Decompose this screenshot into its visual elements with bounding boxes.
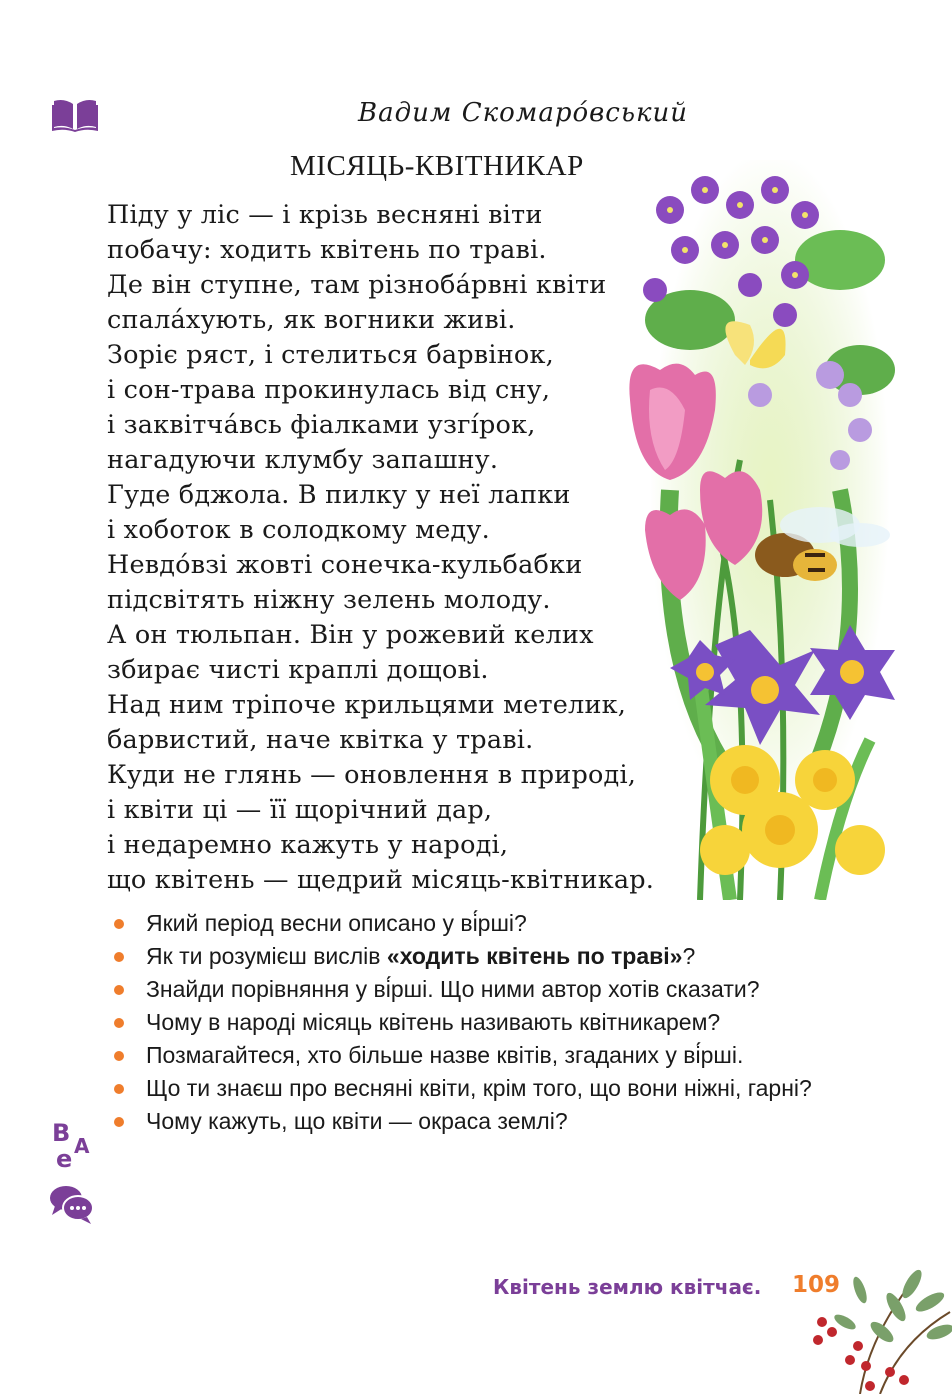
poem-line: Піду у ліс — і крізь весняні віти	[107, 200, 543, 230]
question-item: Чому в народі місяць квітень називають квітникарем?	[112, 1007, 840, 1037]
poem-line: і квіти ці — її щорічний дар,	[107, 795, 493, 825]
poem-line: барвистий, наче квітка у траві.	[107, 725, 534, 755]
chat-bubbles-icon	[49, 1184, 95, 1224]
poem-line: і сон-трава прокинулась від сну,	[107, 375, 551, 405]
question-item: Позмагайтеся, хто більше назве квітів, згаданих у ві́рші.	[112, 1040, 840, 1070]
poem-line: Невдо́взі жовті сонечка-кульбабки	[107, 550, 583, 580]
poem-line: збирає чисті краплі дощові.	[107, 655, 489, 685]
berry-branch-icon	[800, 1262, 952, 1394]
open-book-icon	[52, 97, 98, 133]
poem-line: Куди не глянь — оновлення в природі,	[107, 760, 637, 790]
poem-line: і недаремно кажуть у народі,	[107, 830, 509, 860]
question-item: Як ти розумієш вислів «ходить квітень по траві»?	[112, 941, 840, 971]
question-item: Що ти знаєш про весняні квіти, крім того, що вони ніжні, гарні?	[112, 1073, 840, 1103]
poem-line: підсвітять ніжну зелень молоду.	[107, 585, 551, 615]
page-number: 109	[792, 1272, 841, 1298]
question-item: Чому кажуть, що квіти — окраса землі?	[112, 1106, 840, 1136]
poem-text	[107, 198, 654, 898]
svg-text:е: е	[56, 1145, 73, 1169]
poem-line: і заквітча́всь фіалками узгі́рок,	[107, 410, 536, 440]
author-name: Вадим Скомаро́вський	[358, 98, 688, 128]
spring-flowers-illustration	[610, 160, 910, 900]
poem-line: і хоботок в солодкому меду.	[107, 515, 490, 545]
poem-line: Зоріє ряст, і стелиться барвінок,	[107, 340, 554, 370]
poem-line: побачу: ходить квітень по траві.	[107, 235, 547, 265]
quote-highlight: «ходить квітень по траві»	[386, 943, 683, 969]
poem-title: МІСЯЦЬ-КВІТНИКАР	[290, 150, 584, 182]
svg-text:В: В	[52, 1119, 71, 1147]
section-title: Квітень землю квітчає.	[493, 1275, 762, 1299]
poem-line: А он тюльпан. Він у рожевий келих	[107, 620, 594, 650]
poem-line: Гуде бджола. В пилку у неї лапки	[107, 480, 571, 510]
poem-line: спала́хують, як вогники живі.	[107, 305, 516, 335]
poem-line: Де він ступне, там різноба́рвні квіти	[107, 270, 607, 300]
question-item: Який період весни описано у ві́рші?	[112, 908, 840, 938]
questions-list	[112, 908, 840, 1139]
poem-line: що квітень — щедрий місяць-квітникар.	[107, 865, 655, 895]
svg-text:А: А	[74, 1134, 90, 1158]
question-item: Знайди порівняння у ві́рші. Що ними автор хотів сказати?	[112, 974, 840, 1004]
poem-line: Над ним тріпоче крильцями метелик,	[107, 690, 627, 720]
poem-line: нагадуючи клумбу запашну.	[107, 445, 499, 475]
letters-icon	[50, 1117, 100, 1169]
